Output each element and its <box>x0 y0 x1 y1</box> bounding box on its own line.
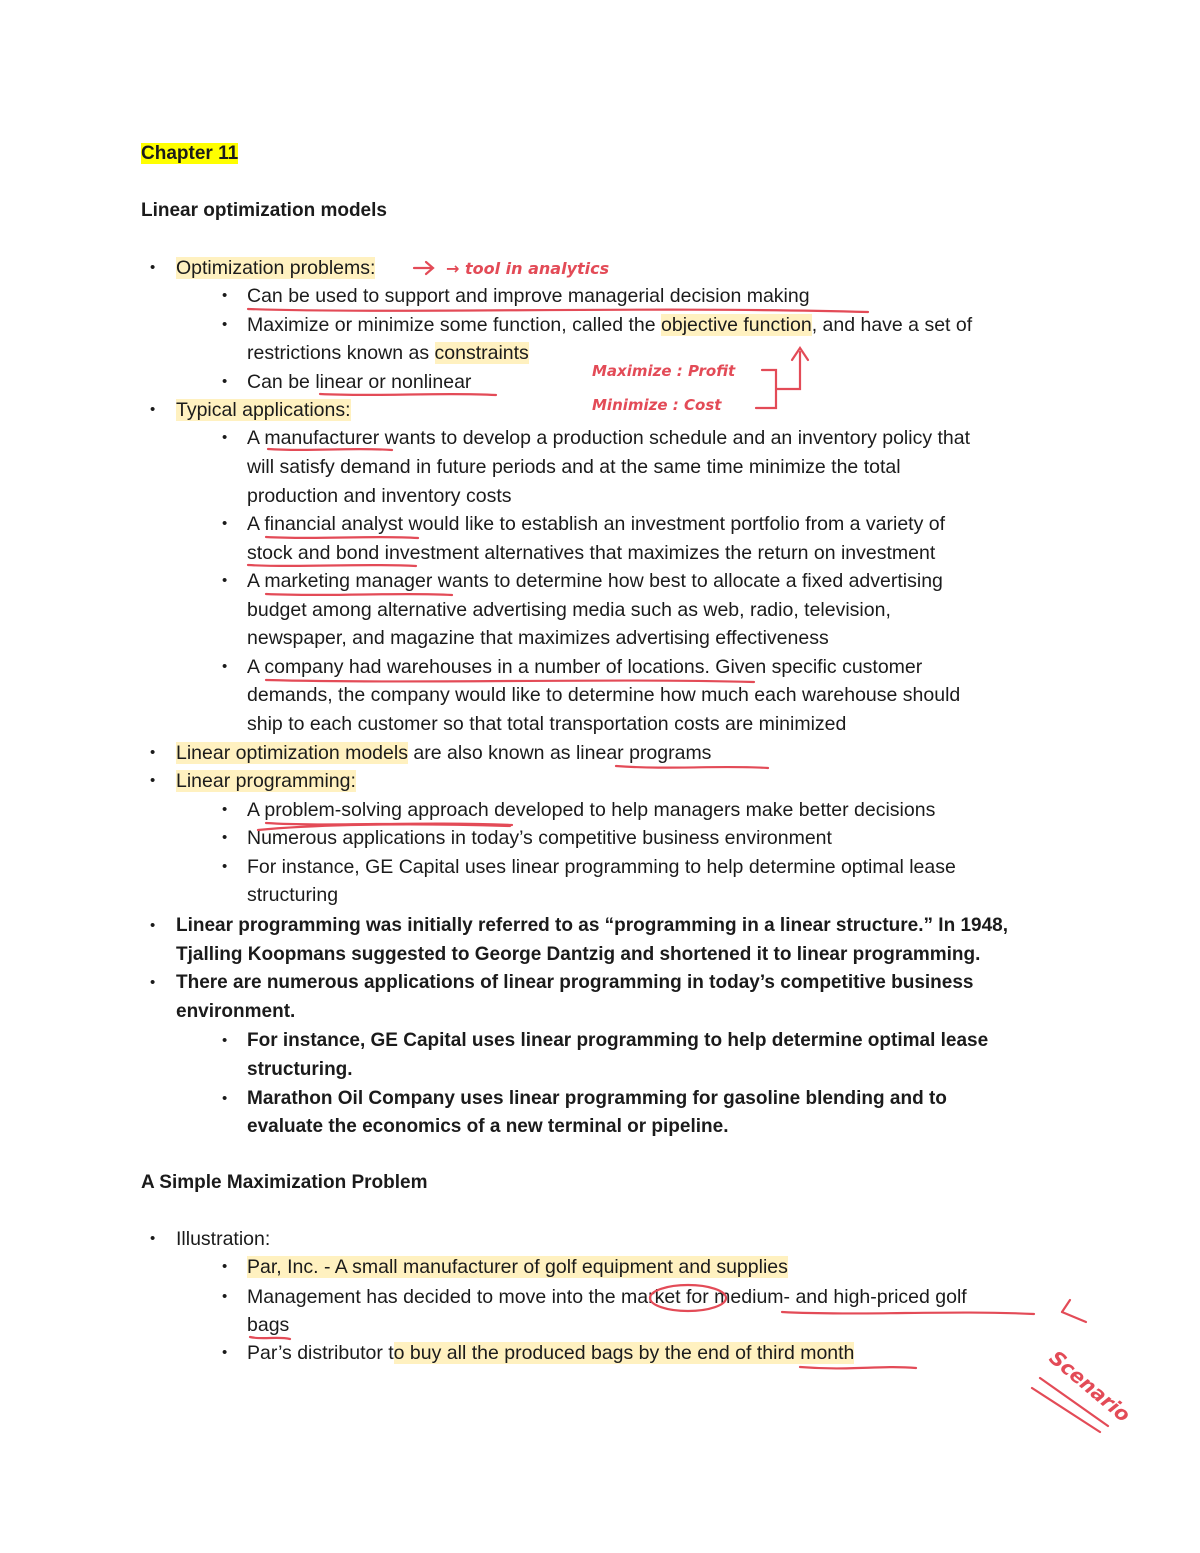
handwritten-note: Minimize : Cost <box>592 396 722 414</box>
list-item-continued: ship to each customer so that total transportation costs are minimized <box>247 713 847 735</box>
list-item: Numerous applications in today’s competitive business environment <box>247 827 832 849</box>
list-item-continued: structuring. <box>247 1059 353 1080</box>
underline-mark <box>1040 1378 1108 1426</box>
list-item-continued: restrictions known as constraints <box>247 342 529 364</box>
arrow-mark <box>1062 1300 1070 1312</box>
list-item: For instance, GE Capital uses linear programming to help determine optimal lease <box>247 1030 989 1051</box>
list-item: A problem-solving approach developed to help managers make better decisions <box>247 799 936 821</box>
bullet: • <box>150 259 156 276</box>
bullet: • <box>150 401 156 418</box>
section-heading: A Simple Maximization Problem <box>141 1172 428 1193</box>
list-item: Marathon Oil Company uses linear programming for gasoline blending and to <box>247 1088 947 1109</box>
underline-mark <box>266 594 452 595</box>
bullet: • <box>222 287 228 304</box>
underline-mark <box>266 537 418 538</box>
list-item-continued: newspaper, and magazine that maximizes advertising effectiveness <box>247 627 829 649</box>
list-item-continued: budget among alternative advertising media such as web, radio, television, <box>247 599 891 621</box>
bullet: • <box>222 316 228 333</box>
bullet: • <box>222 1032 228 1049</box>
list-item: A company had warehouses in a number of locations. Given specific customer <box>247 656 923 678</box>
bullet: • <box>150 974 156 991</box>
list-item: Par, Inc. - A small manufacturer of golf equipment and supplies <box>247 1256 788 1278</box>
bullet: • <box>150 917 156 934</box>
list-item: Can be used to support and improve managerial decision making <box>247 285 810 307</box>
arrow-mark <box>1062 1312 1086 1322</box>
bullet: • <box>222 572 228 589</box>
list-item-continued: Tjalling Koopmans suggested to George Dantzig and shortened it to linear programming. <box>176 944 981 965</box>
list-item: Typical applications: <box>176 399 351 421</box>
list-item: There are numerous applications of linear programming in today’s competitive business <box>176 972 974 993</box>
list-item-continued: demands, the company would like to determine how much each warehouse should <box>247 684 961 706</box>
section-heading: Linear optimization models <box>141 200 387 221</box>
list-item-continued: stock and bond investment alternatives that maximizes the return on investment <box>247 542 936 564</box>
bullet: • <box>222 1288 228 1305</box>
bullet: • <box>222 1344 228 1361</box>
list-item: Management has decided to move into the market for medium- and high-priced golf <box>247 1286 967 1308</box>
list-item: Can be linear or nonlinear <box>247 371 472 393</box>
bullet: • <box>222 515 228 532</box>
bracket-mark <box>776 352 800 389</box>
list-item-continued: bags <box>247 1314 290 1336</box>
bullet: • <box>222 801 228 818</box>
list-item: A financial analyst would like to establish an investment portfolio from a variety of <box>247 513 946 535</box>
underline-mark <box>616 766 768 768</box>
bracket-mark <box>756 370 776 408</box>
list-item: Linear programming was initially referred to as “programming in a linear structure.” In 1948, <box>176 915 1009 936</box>
list-item: Linear optimization models are also known as linear programs <box>176 742 712 764</box>
bullet: • <box>222 858 228 875</box>
list-item: A manufacturer wants to develop a production schedule and an inventory policy that <box>247 427 971 449</box>
list-item: A marketing manager wants to determine how best to allocate a fixed advertising <box>247 570 943 592</box>
bullet: • <box>222 373 228 390</box>
arrow-mark <box>792 348 808 360</box>
bullet: • <box>222 1090 228 1107</box>
list-item: Optimization problems: <box>176 257 376 279</box>
list-item: For instance, GE Capital uses linear programming to help determine optimal lease <box>247 856 956 878</box>
list-item: Linear programming: <box>176 770 356 792</box>
bullet: • <box>150 744 156 761</box>
list-item: Par’s distributor to buy all the produced bags by the end of third month <box>247 1342 855 1364</box>
list-item-continued: structuring <box>247 884 339 906</box>
list-item: Illustration: <box>176 1228 271 1250</box>
list-item-continued: evaluate the economics of a new terminal or pipeline. <box>247 1116 729 1137</box>
handwritten-note: Scenario <box>1044 1345 1136 1427</box>
bullet: • <box>222 829 228 846</box>
list-item-continued: production and inventory costs <box>247 485 512 507</box>
underline-mark <box>800 1367 916 1368</box>
underline-mark <box>782 1312 1034 1314</box>
list-item-continued: will satisfy demand in future periods and at the same time minimize the total <box>247 456 901 478</box>
underline-mark <box>1032 1388 1100 1432</box>
list-item-continued: environment. <box>176 1001 296 1022</box>
list-item: Maximize or minimize some function, called the objective function, and have a set of <box>247 314 973 336</box>
bullet: • <box>150 772 156 789</box>
bullet: • <box>222 1258 228 1275</box>
bullet: • <box>222 429 228 446</box>
chapter-heading: Chapter 11 <box>141 143 239 164</box>
bullet: • <box>150 1230 156 1247</box>
handwritten-note: → tool in analytics <box>446 259 610 278</box>
bullet: • <box>222 658 228 675</box>
arrow-mark <box>426 262 433 274</box>
handwritten-note: Maximize : Profit <box>592 362 736 380</box>
